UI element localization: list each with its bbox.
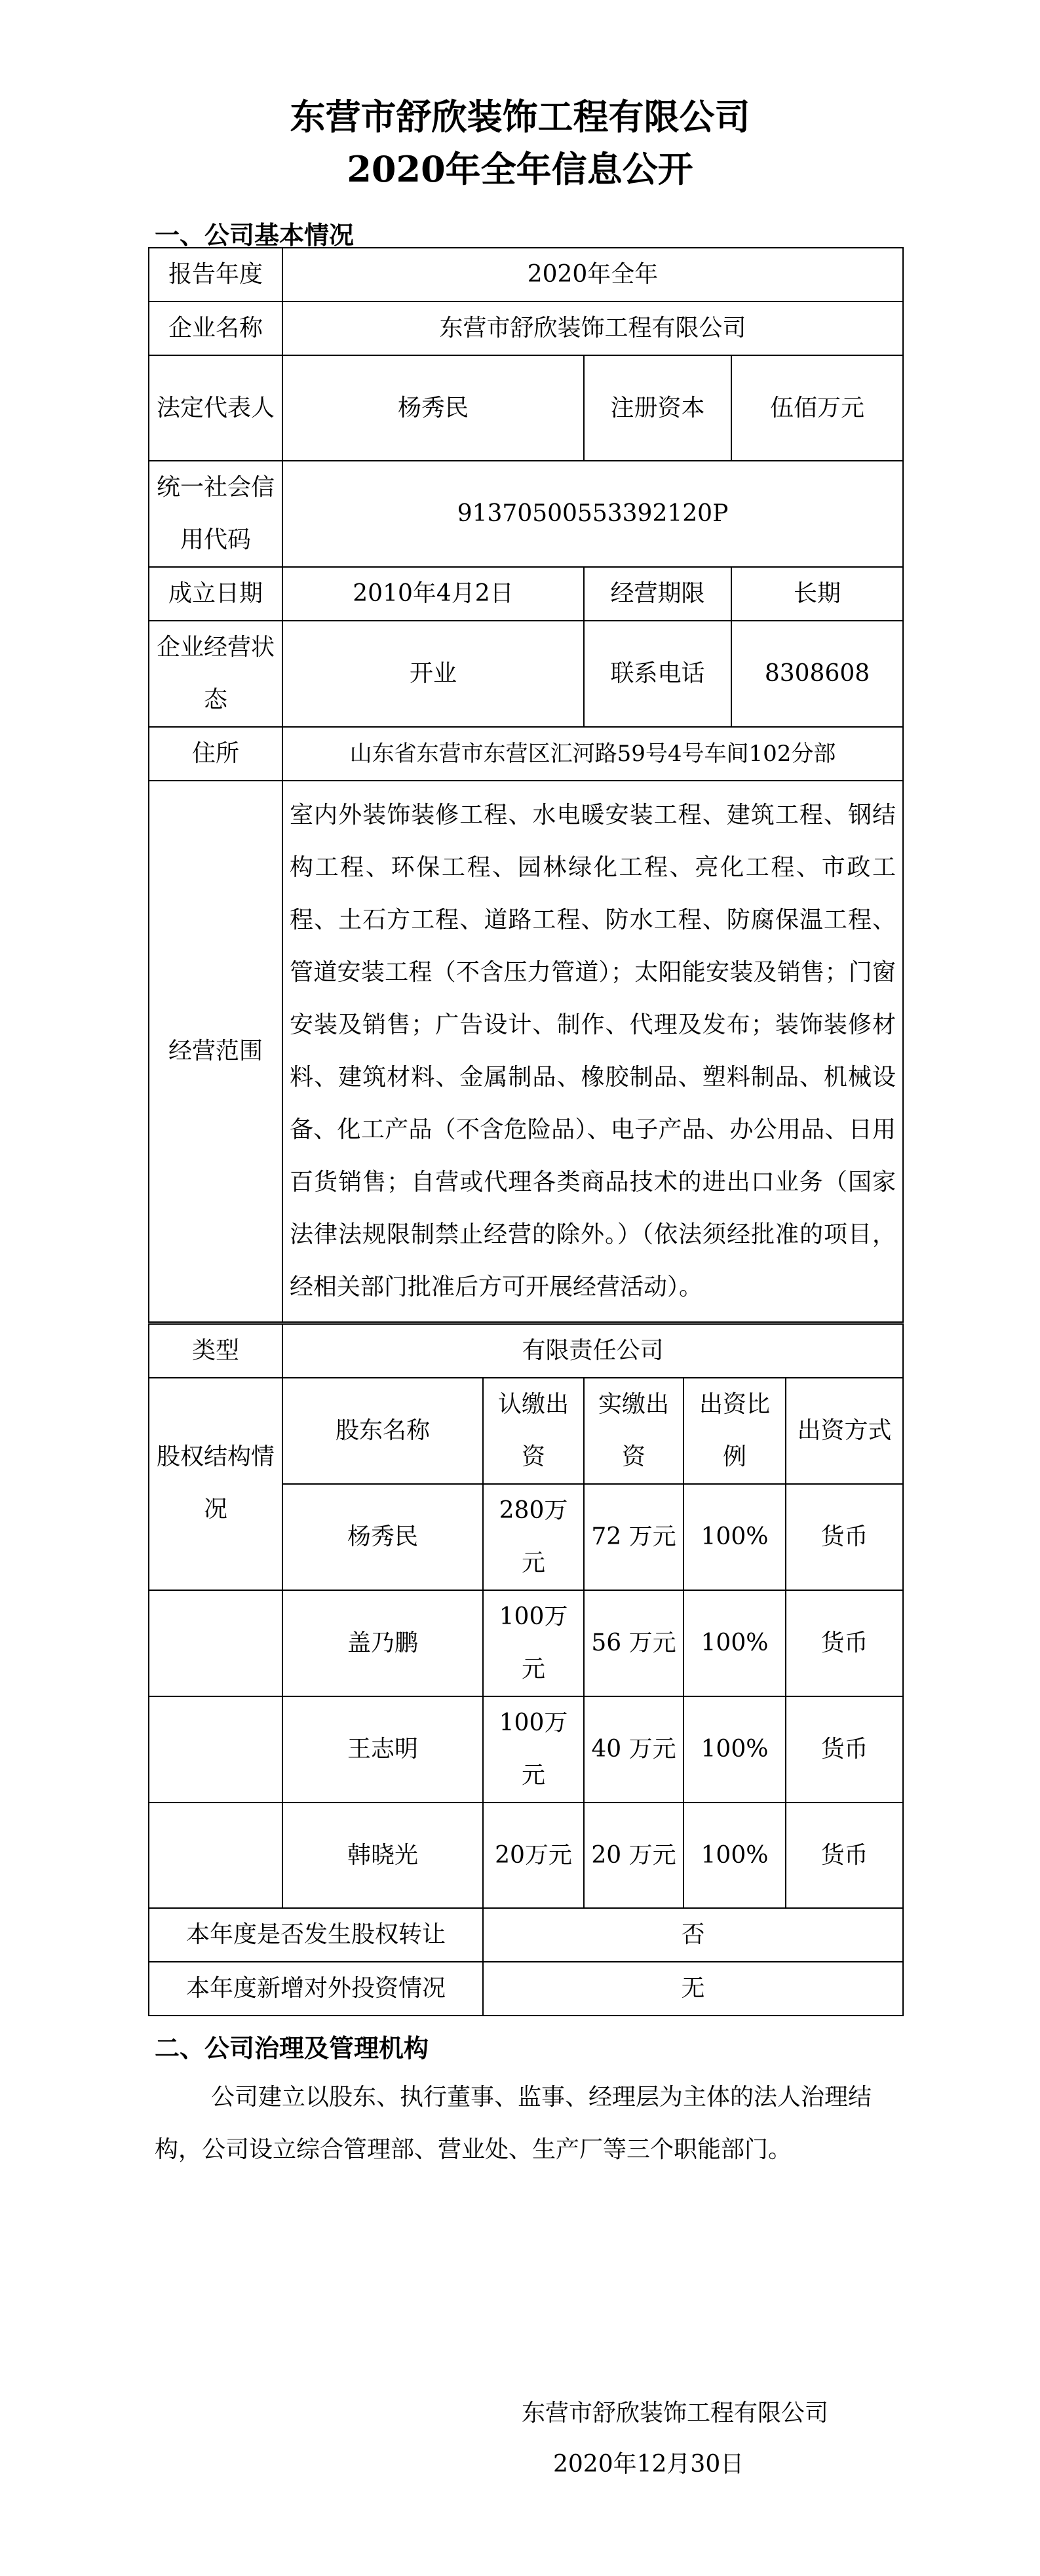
type-value: 有限责任公司 (282, 1324, 903, 1378)
table-row (149, 248, 903, 302)
company-name-label: 企业名称 (149, 302, 282, 355)
status-label: 企业经营状态 (149, 621, 282, 727)
subscribed-amount: 280万元 (483, 1484, 584, 1590)
report-year-value: 2020年全年 (282, 248, 903, 302)
subscribed-amount: 20万元 (483, 1803, 584, 1908)
empty-cell (149, 1590, 282, 1696)
method: 货币 (786, 1803, 903, 1908)
credit-code-label: 统一社会信用代码 (149, 461, 282, 567)
type-label: 类型 (149, 1324, 282, 1378)
table-row (149, 781, 903, 1322)
table-row (149, 727, 903, 781)
section1-heading: 一、公司基本情况 (155, 221, 355, 250)
signature-date: 2020年12月30日 (553, 2451, 744, 2478)
shareholder-name: 盖乃鹏 (282, 1590, 483, 1696)
table-row (149, 1803, 903, 1908)
company-name-value: 东营市舒欣装饰工程有限公司 (282, 302, 903, 355)
header-shareholder: 股东名称 (282, 1378, 483, 1484)
paid-amount: 72 万元 (584, 1484, 684, 1590)
table-row (149, 302, 903, 355)
method: 货币 (786, 1590, 903, 1696)
table-row (149, 1590, 903, 1696)
document-title: 东营市舒欣装饰工程有限公司 (290, 96, 750, 138)
method: 货币 (786, 1696, 903, 1803)
governance-paragraph: 公司建立以股东、执行董事、监事、经理层为主体的法人治理结构，公司设立综合管理部、营业处、生产厂等三个职能部门。 (155, 2084, 872, 2163)
table-row (149, 1324, 903, 1378)
ratio: 100% (684, 1803, 786, 1908)
paid-amount: 56 万元 (584, 1590, 684, 1696)
header-method: 出资方式 (786, 1378, 903, 1484)
established-value: 2010年4月2日 (282, 567, 584, 621)
capital-value: 伍佰万元 (731, 355, 903, 461)
table-row (149, 1962, 903, 2016)
paid-amount: 20 万元 (584, 1803, 684, 1908)
established-label: 成立日期 (149, 567, 282, 621)
phone-label: 联系电话 (584, 621, 731, 727)
report-year-label: 报告年度 (149, 248, 282, 302)
transfer-label: 本年度是否发生股权转让 (149, 1908, 483, 1962)
header-ratio: 出资比例 (684, 1378, 786, 1484)
header-paid: 实缴出资 (584, 1378, 684, 1484)
capital-label: 注册资本 (584, 355, 731, 461)
ratio: 100% (684, 1696, 786, 1803)
legal-rep-value: 杨秀民 (282, 355, 584, 461)
table-row (149, 1908, 903, 1962)
legal-rep-label: 法定代表人 (149, 355, 282, 461)
empty-cell (149, 1803, 282, 1908)
table-row (149, 461, 903, 567)
equity-structure-label: 股权结构情况 (149, 1378, 282, 1590)
investment-label: 本年度新增对外投资情况 (149, 1962, 483, 2016)
subscribed-amount: 100万元 (483, 1590, 584, 1696)
address-label: 住所 (149, 727, 282, 781)
basic-info-table (148, 247, 904, 1323)
scope-value: 室内外装饰装修工程、水电暖安装工程、建筑工程、钢结构工程、环保工程、园林绿化工程、亮化工程、市政工程、土石方工程、道路工程、防水工程、防腐保温工程、管道安装工程（不含压力管道）；太阳能安装及销售；门窗安装及销售；广告设计、制作、代理及发布；装饰装修材料、建筑材料、金属制品、橡胶制品、塑料制品、机械设备、化工产品（不含危险品）、电子产品、办公用品、日用百货销售；自营或代理各类商品技术的进出口业务（国家法律法规限制禁止经营的除外。）（依法须经批准的项目，经相关部门批准后方可开展经营活动）。 (282, 781, 903, 1322)
address-value: 山东省东营市东营区汇河路59号4号车间102分部 (282, 727, 903, 781)
method: 货币 (786, 1484, 903, 1590)
table-row (149, 567, 903, 621)
ratio: 100% (684, 1590, 786, 1696)
credit-code-value: 91370500553392120P (282, 461, 903, 567)
scope-label: 经营范围 (149, 781, 282, 1322)
paid-amount: 40 万元 (584, 1696, 684, 1803)
term-label: 经营期限 (584, 567, 731, 621)
term-value: 长期 (731, 567, 903, 621)
subscribed-amount: 100万元 (483, 1696, 584, 1803)
section2-heading: 二、公司治理及管理机构 (155, 2034, 429, 2063)
empty-cell (149, 1696, 282, 1803)
header-subscribed: 认缴出资 (483, 1378, 584, 1484)
shareholder-name: 韩晓光 (282, 1803, 483, 1908)
phone-value: 8308608 (731, 621, 903, 727)
table-header-row (149, 1378, 903, 1484)
table-row (149, 355, 903, 461)
investment-value: 无 (483, 1962, 903, 2016)
shareholder-name: 杨秀民 (282, 1484, 483, 1590)
status-value: 开业 (282, 621, 584, 727)
equity-table (148, 1323, 904, 2016)
table-row (149, 621, 903, 727)
document-subtitle: 2020年全年信息公开 (347, 148, 693, 190)
signature-company: 东营市舒欣装饰工程有限公司 (522, 2400, 829, 2427)
shareholder-name: 王志明 (282, 1696, 483, 1803)
table-row (149, 1696, 903, 1803)
transfer-value: 否 (483, 1908, 903, 1962)
ratio: 100% (684, 1484, 786, 1590)
